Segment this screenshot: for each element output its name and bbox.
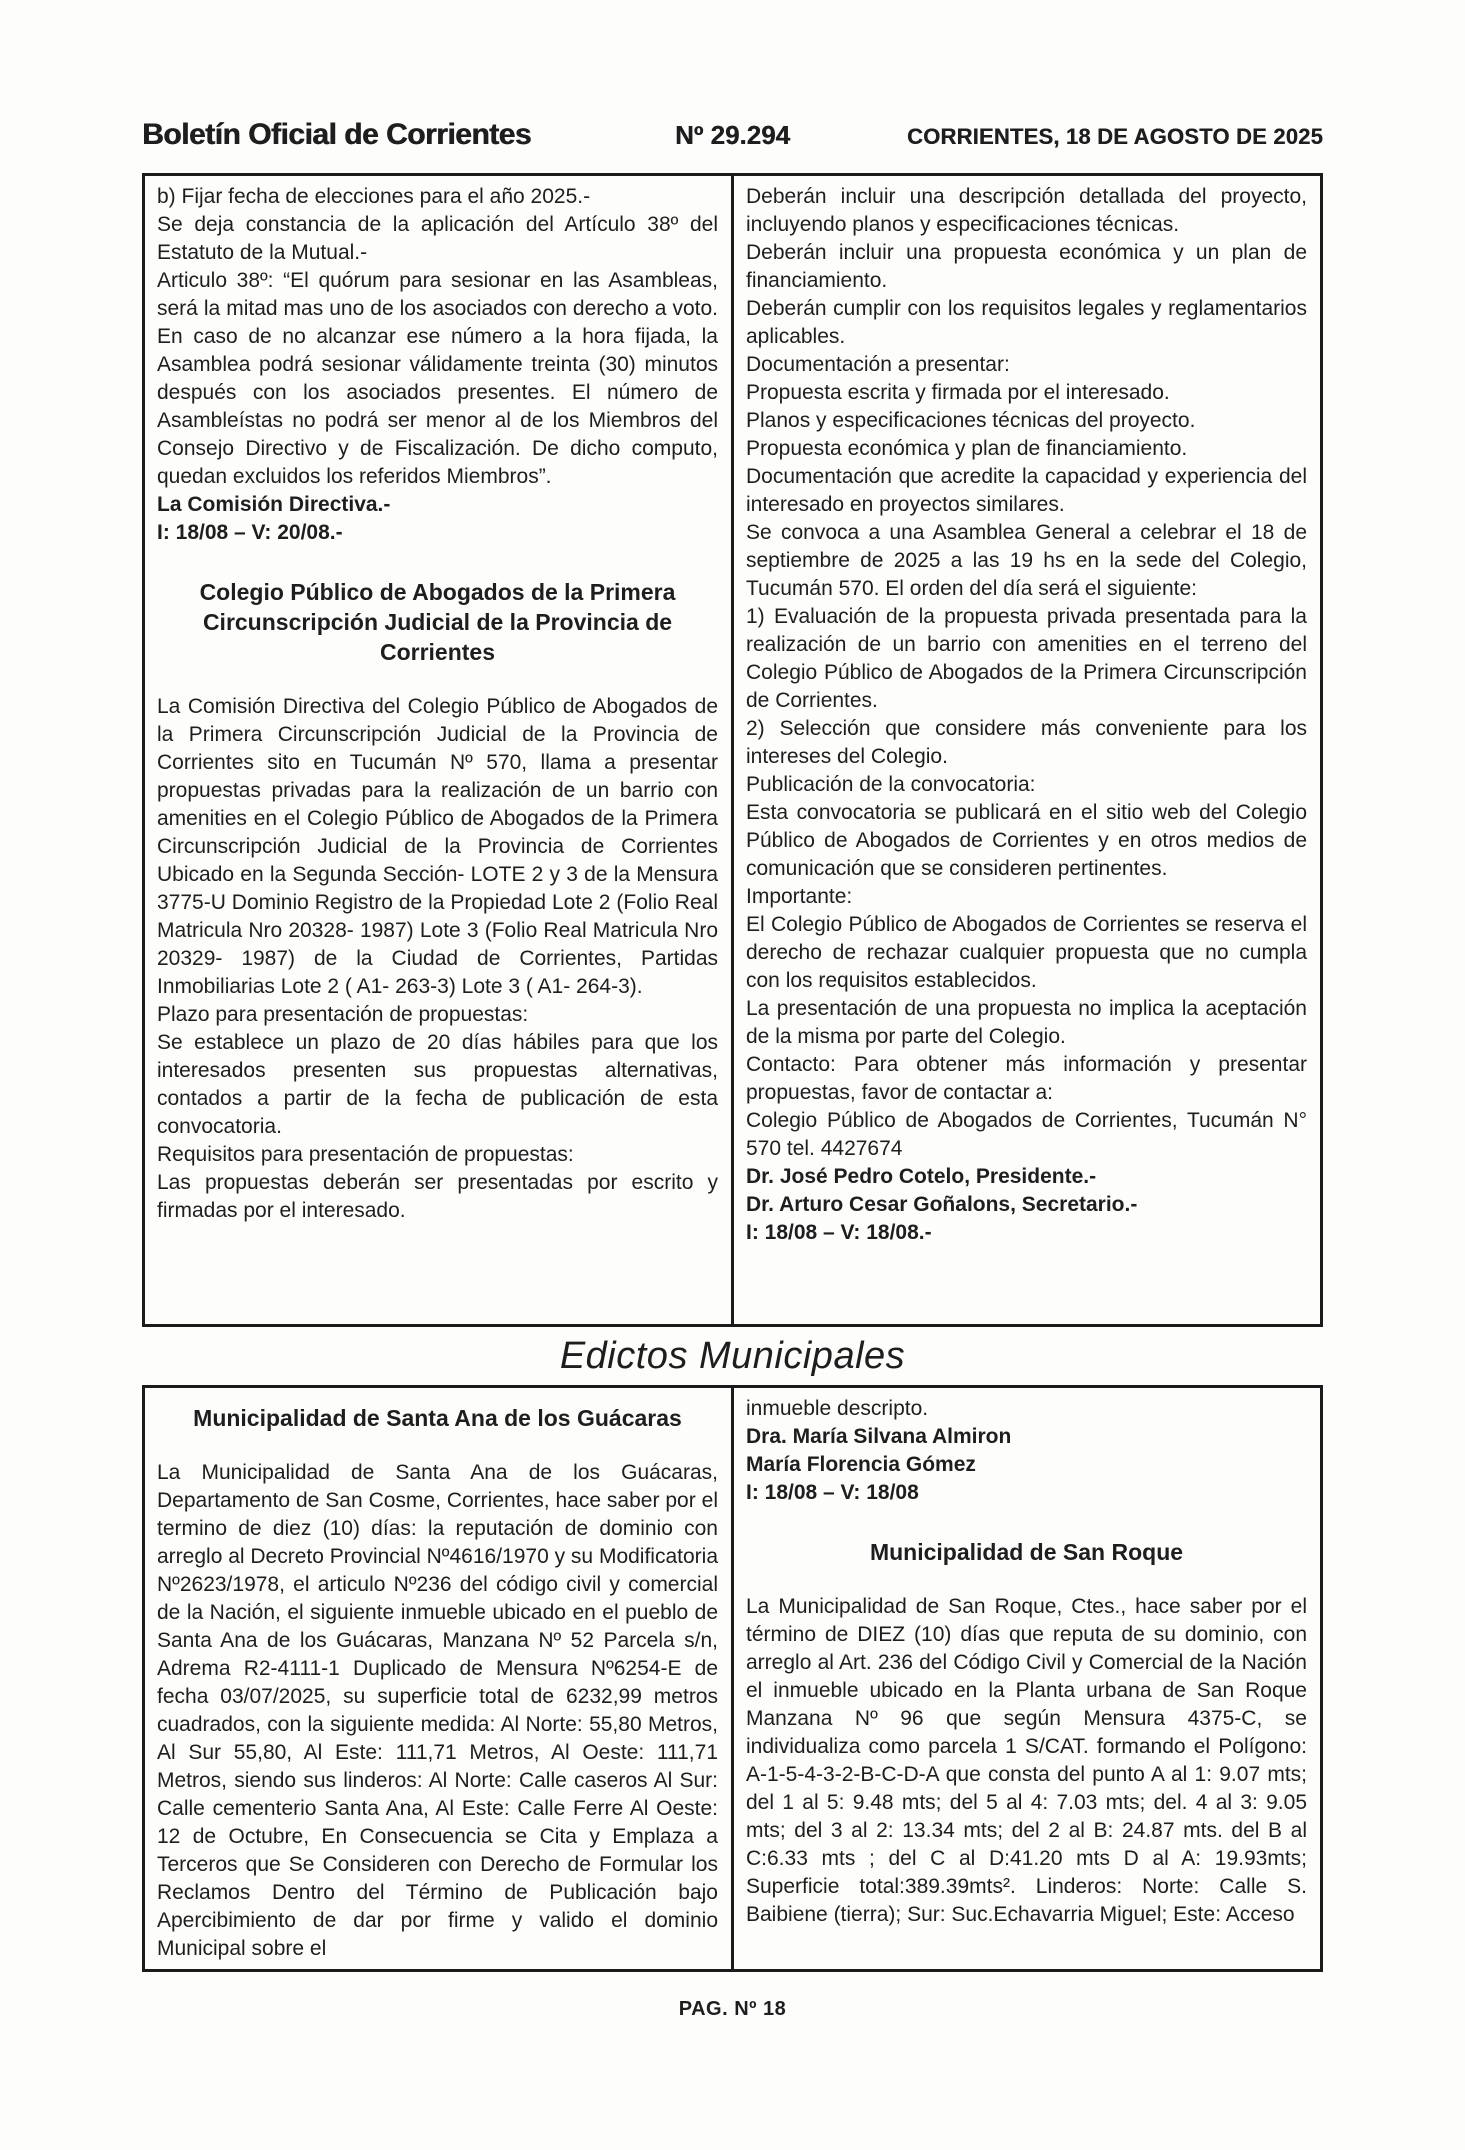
paragraph: Documentación a presentar: <box>746 353 1010 376</box>
paragraph: Se deja constancia de la aplicación del Artículo 38º del Estatuto de la Mutual.- <box>157 213 718 264</box>
paragraph: Requisitos para presentación de propuestas: <box>157 1143 574 1166</box>
date-line: CORRIENTES, 18 DE AGOSTO DE 2025 <box>907 124 1323 149</box>
paragraph: Propuesta económica y plan de financiamiento. <box>746 437 1188 460</box>
legal-notices-section <box>142 173 1323 1327</box>
paragraph: Las propuestas deberán ser presentadas por escrito y firmadas por el interesado. <box>157 1171 718 1222</box>
paragraph: La Municipalidad de Santa Ana de los Guácaras, Departamento de San Cosme, Corrientes, hace saber por el termino de diez (10) días: la reputación de dominio con arreglo al Decreto Provincial Nº4616/1970 y su Modificatoria Nº2623/1978, el articulo Nº236 del código civil y comercial de la Nación, el siguiente inmueble ubicado en el pueblo de Santa Ana de los Guácaras, Manzana Nº 52 Parcela s/n, Adrema R2-4111-1 Duplicado de Mensura Nº6254-E de fecha 03/07/2025, su superficie total de 6232,99 metros cuadrados, con la siguiente medida: Al Norte: 55,80 Metros, Al Sur 55,80, Al Este: 111,71 Metros, Al Oeste: 111,71 Metros, siendo sus linderos: Al Norte: Calle caseros Al Sur: Calle cementerio Santa Ana, Al Este: Calle Ferre Al Oeste: 12 de Octubre, En Consecuencia se Cita y Emplaza a Terceros que Se Consideren con Derecho de Formular los Reclamos Dentro del Término de Publicación bajo Apercibimiento de dar por firme y valido el dominio Municipal sobre el <box>157 1461 718 1960</box>
page-number: PAG. Nº 18 <box>678 1998 787 2020</box>
paragraph: Contacto: Para obtener más información y presentar propuestas, favor de contactar a: <box>746 1053 1307 1104</box>
publication-dates: I: 18/08 – V: 20/08.- <box>157 521 343 544</box>
paragraph: Esta convocatoria se publicará en el sitio web del Colegio Público de Abogados de Corrientes y en otros medios de comunicación que se consideren pertinentes. <box>746 801 1307 880</box>
notice-heading: Colegio Público de Abogados de la Primera Circunscripción Judicial de la Provincia de Corrientes <box>199 579 676 665</box>
paragraph: La presentación de una propuesta no implica la aceptación de la misma por parte del Colegio. <box>746 997 1307 1048</box>
paragraph: Plazo para presentación de propuestas: <box>157 1003 529 1026</box>
paragraph: Publicación de la convocatoria: <box>746 773 1036 796</box>
paragraph: 2) Selección que considere más conveniente para los intereses del Colegio. <box>746 717 1307 768</box>
paragraph: Importante: <box>746 885 853 908</box>
signatory-name: Dra. María Silvana Almiron <box>746 1425 1012 1448</box>
paragraph: La Municipalidad de San Roque, Ctes., hace saber por el término de DIEZ (10) días que reputa de su dominio, con arreglo al Art. 236 del Código Civil y Comercial de la Nación el inmueble ubicado en la Planta urbana de San Roque Manzana Nº 96 que según Mensura 4375-C, se individualiza como parcela 1 S/CAT. formando el Polígono: A-1-5-4-3-2-B-C-D-A que consta del punto A al 1: 9.07 mts; del 1 al 5: 9.48 mts; del 5 al 4: 7.03 mts; del. 4 al 3: 9.05 mts; del 3 al 2: 13.34 mts; del 2 al B: 24.87 mts. del B al C:6.33 mts ; del C al D:41.20 mts D al A: 19.93mts; Superficie total:389.39mts². Linderos: Norte: Calle S. Baibiene (tierra); Sur: Suc.Echavarria Miguel; Este: Acceso <box>746 1595 1307 1926</box>
masthead-row <box>142 118 1323 158</box>
paragraph: 1) Evaluación de la propuesta privada presentada para la realización de un barrio con amenities en el terreno del Colegio Público de Abogados de la Primera Circunscripción de Corrientes. <box>746 605 1307 712</box>
bottom-left-column <box>145 1388 734 1969</box>
paragraph: Se establece un plazo de 20 días hábiles para que los interesados presenten sus propuestas alternativas, contados a partir de la fecha de publicación de esta convocatoria. <box>157 1031 718 1138</box>
paragraph: Deberán incluir una descripción detallada del proyecto, incluyendo planos y especificaciones técnicas. <box>746 185 1307 236</box>
paragraph: El Colegio Público de Abogados de Corrientes se reserva el derecho de rechazar cualquier propuesta que no cumpla con los requisitos establecidos. <box>746 913 1307 992</box>
paragraph: La Comisión Directiva del Colegio Público de Abogados de la Primera Circunscripción Judicial de la Provincia de Corrientes sito en Tucumán Nº 570, llama a presentar propuestas privadas para la realización de un barrio con amenities en el Colegio Público de Abogados de la Primera Circunscripción Judicial de la Provincia de Corrientes Ubicado en la Segunda Sección- LOTE 2 y 3 de la Mensura 3775-U Dominio Registro de la Propiedad Lote 2 (Folio Real Matricula Nro 20328- 1987) Lote 3 (Folio Real Matricula Nro 20329- 1987) de la Ciudad de Corrientes, Partidas Inmobiliarias Lote 2 ( A1- 263-3) Lote 3 ( A1- 264-3). <box>157 695 718 998</box>
paragraph: b) Fijar fecha de elecciones para el año 2025.- <box>157 185 591 208</box>
issue-number: Nº 29.294 <box>674 120 791 150</box>
paragraph: inmueble descripto. <box>746 1397 929 1420</box>
notice-heading: Municipalidad de Santa Ana de los Guácaras <box>193 1405 682 1431</box>
paragraph: Deberán incluir una propuesta económica y un plan de financiamiento. <box>746 241 1307 292</box>
notice-heading: Municipalidad de San Roque <box>869 1539 1184 1565</box>
paragraph: Colegio Público de Abogados de Corrientes, Tucumán N° 570 tel. 4427674 <box>746 1109 1307 1160</box>
municipal-edicts-title: Edictos Municipales <box>559 1334 906 1377</box>
paragraph: Planos y especificaciones técnicas del proyecto. <box>746 409 1196 432</box>
paragraph: Propuesta escrita y firmada por el interesado. <box>746 381 1170 404</box>
paragraph: Documentación que acredite la capacidad y experiencia del interesado en proyectos similares. <box>746 465 1307 516</box>
municipal-edicts-section <box>142 1385 1323 1972</box>
page-footer <box>142 1998 1323 2021</box>
top-left-column <box>145 176 734 1324</box>
bottom-right-column <box>734 1388 1320 1969</box>
paragraph: Deberán cumplir con los requisitos legales y reglamentarios aplicables. <box>746 297 1307 348</box>
publication-dates: I: 18/08 – V: 18/08 <box>746 1481 919 1504</box>
signatory-name: María Florencia Gómez <box>746 1453 976 1476</box>
masthead-title: Boletín Oficial de Corrientes <box>142 118 531 151</box>
signature-line: La Comisión Directiva.- <box>157 493 391 516</box>
signatory-name: Dr. Arturo Cesar Goñalons, Secretario.- <box>746 1193 1138 1216</box>
top-right-column <box>734 176 1320 1324</box>
signatory-name: Dr. José Pedro Cotelo, Presidente.- <box>746 1165 1097 1188</box>
publication-dates: I: 18/08 – V: 18/08.- <box>746 1221 932 1244</box>
municipal-edicts-banner <box>142 1327 1323 1385</box>
paragraph: Articulo 38º: “El quórum para sesionar en las Asambleas, será la mitad mas uno de los asociados con derecho a voto. En caso de no alcanzar ese número a la hora fijada, la Asamblea podrá sesionar válidamente treinta (30) minutos después con los asociados presentes. El número de Asambleístas no podrá ser menor al de los Miembros del Consejo Directivo y de Fiscalización. De dicho computo, quedan excluidos los referidos Miembros”. <box>157 269 718 488</box>
paragraph: Se convoca a una Asamblea General a celebrar el 18 de septiembre de 2025 a las 19 hs en la sede del Colegio, Tucumán 570. El orden del día será el siguiente: <box>746 521 1307 600</box>
